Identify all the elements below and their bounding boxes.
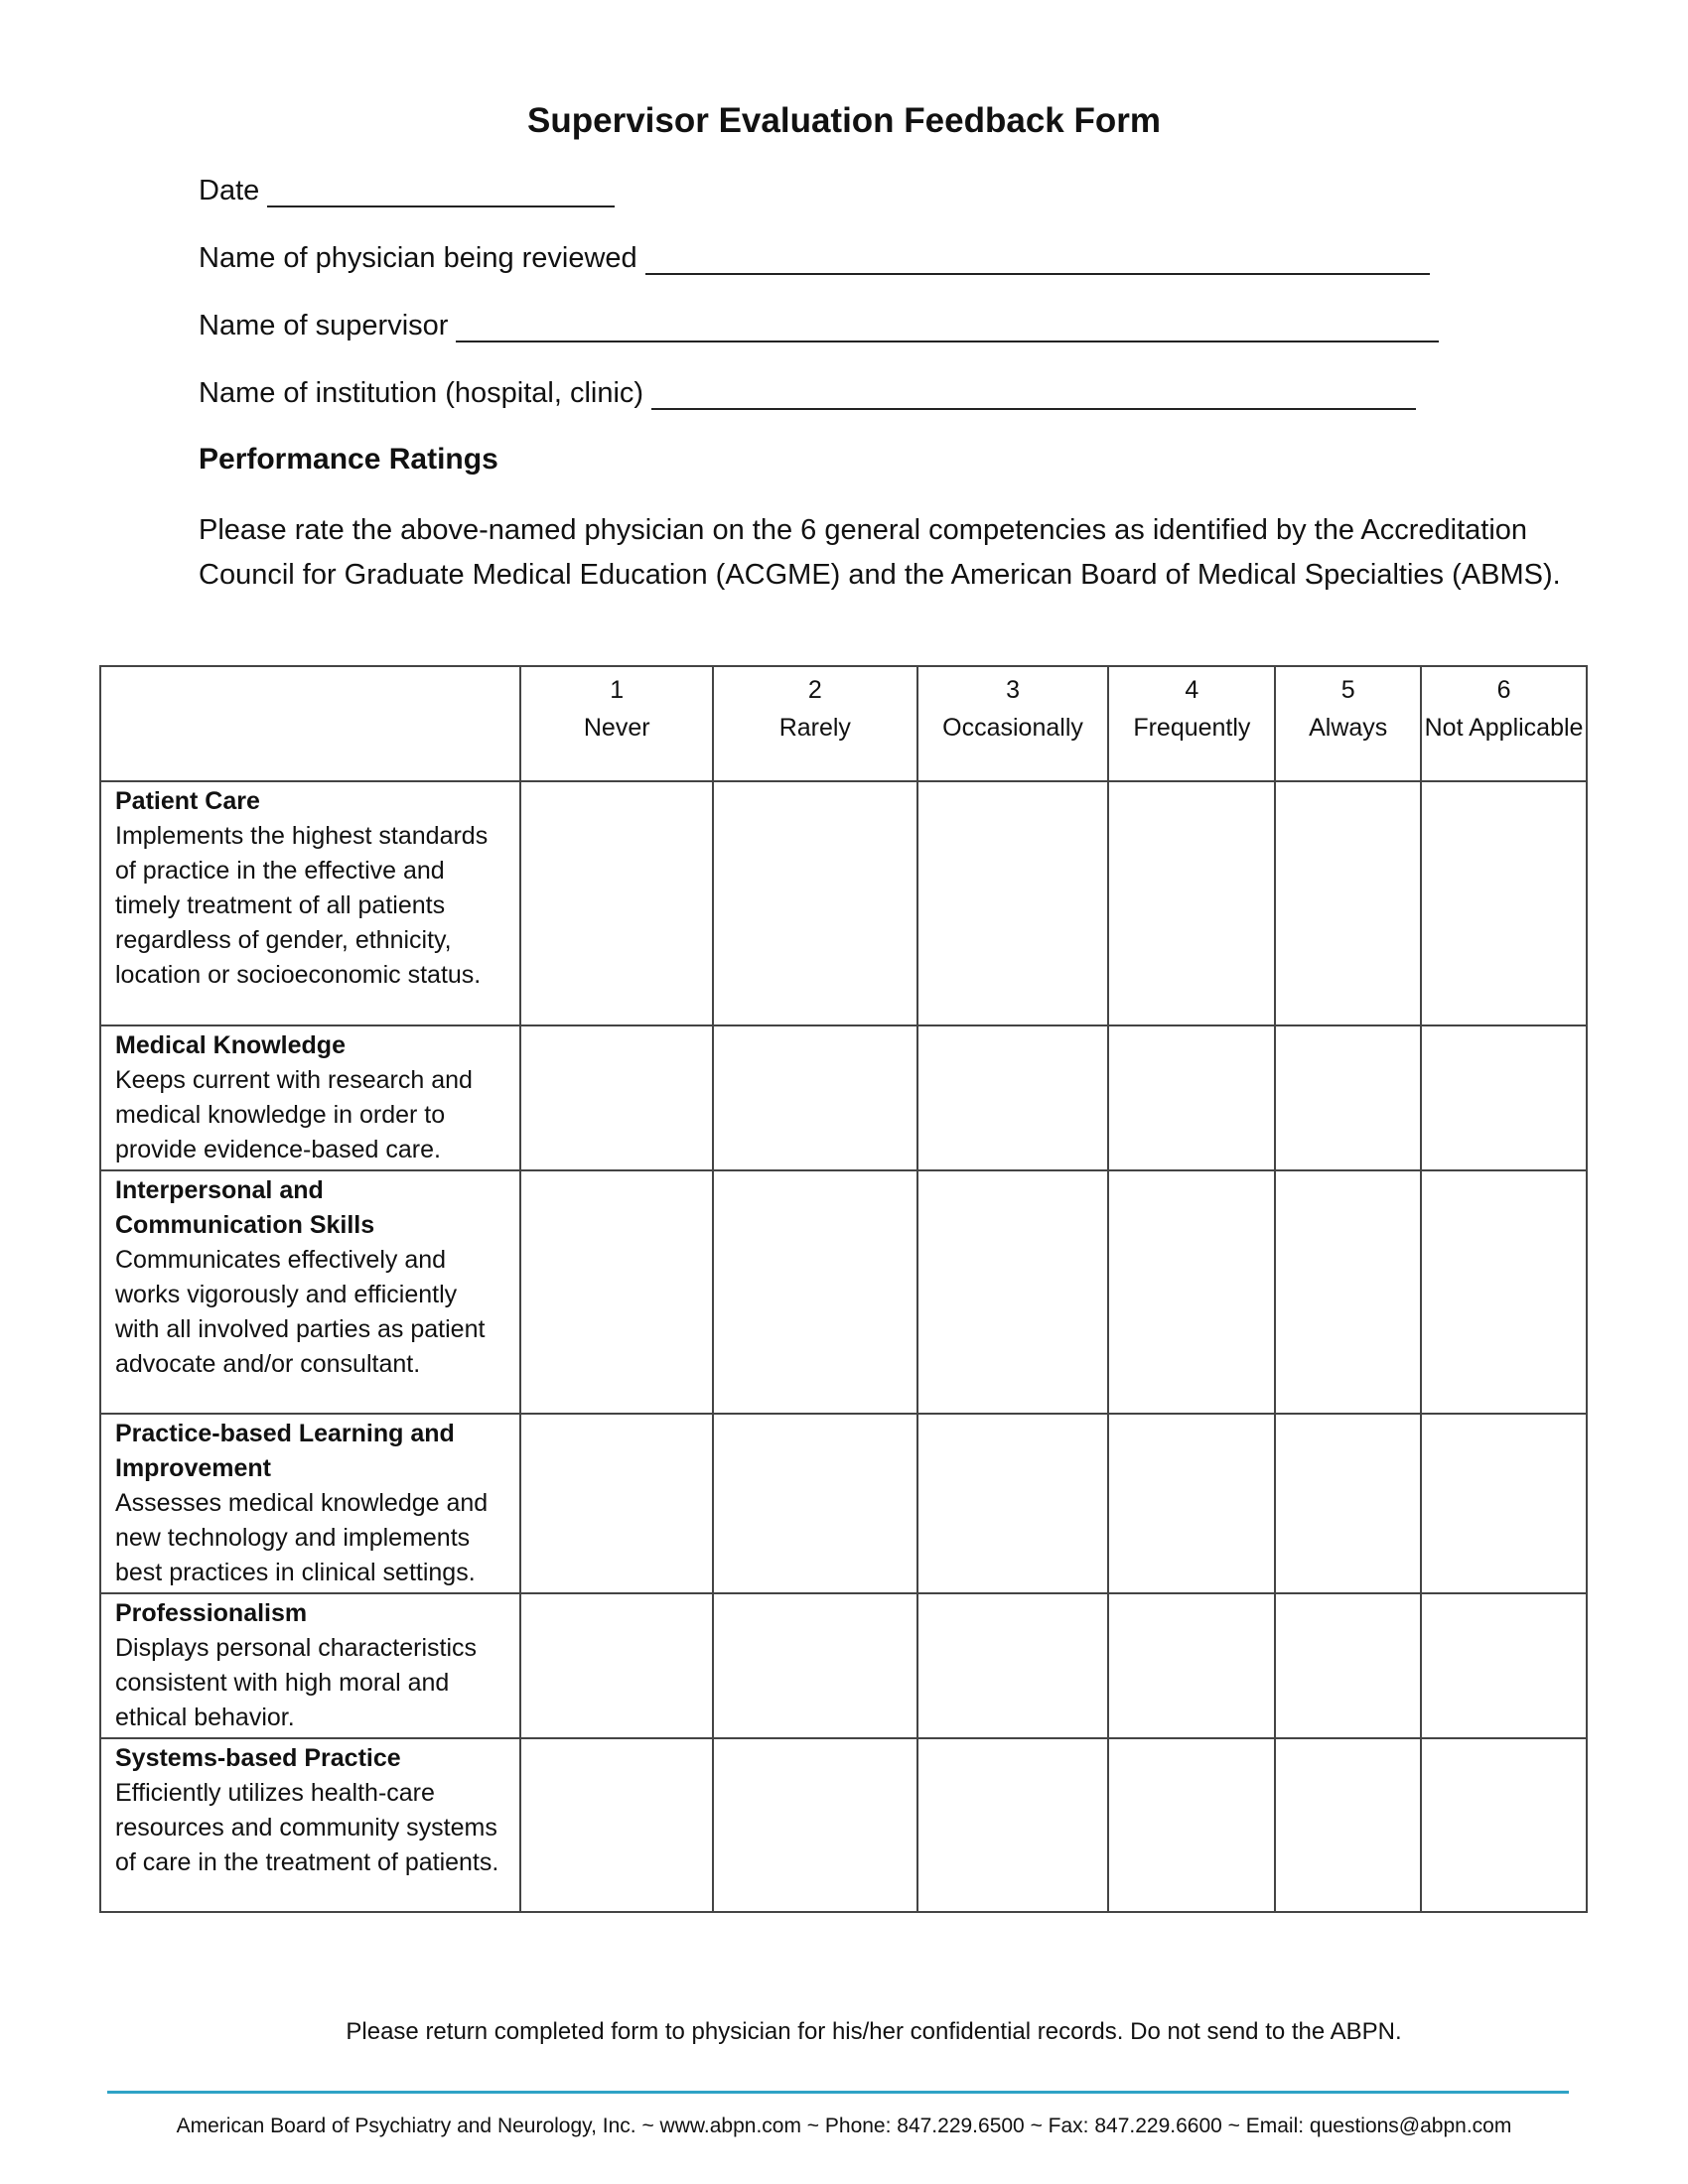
rating-cell[interactable] (1108, 1025, 1275, 1170)
column-header (1275, 666, 1421, 781)
rating-cell[interactable] (917, 1738, 1109, 1912)
ratings-table (99, 665, 1588, 1913)
competency-name: Systems-based Practice (115, 1744, 401, 1772)
date-label: Date (199, 175, 260, 206)
rating-cell[interactable] (917, 1593, 1109, 1738)
rating-cell[interactable] (1275, 1414, 1421, 1593)
rating-cell[interactable] (1108, 1414, 1275, 1593)
competency-description: Implements the highest standards of practice in the effective and timely treatment of all patients regardless of gender, ethnicity, location or socioeconomic status. (115, 822, 489, 989)
institution-field[interactable] (199, 377, 1416, 410)
rating-cell[interactable] (1108, 1170, 1275, 1414)
supervisor-name-field[interactable] (199, 310, 1439, 342)
column-header (713, 666, 917, 781)
empty-header-cell (100, 666, 520, 781)
rating-cell[interactable] (713, 1593, 917, 1738)
rating-cell[interactable] (520, 1025, 713, 1170)
date-blank[interactable] (267, 184, 615, 207)
rating-cell[interactable] (713, 781, 917, 1025)
rating-cell[interactable] (520, 1170, 713, 1414)
section-title: Performance Ratings (199, 443, 498, 476)
column-number: 4 (1185, 676, 1199, 704)
column-label: Always (1309, 714, 1388, 742)
column-label: Frequently (1133, 714, 1251, 742)
header-row (100, 666, 1587, 781)
rating-cell[interactable] (1421, 1170, 1587, 1414)
footer-contact: American Board of Psychiatry and Neurology, Inc. ~ www.abpn.com ~ Phone: 847.229.6500 ~ Fax: 847.229.6600 ~ Email: questions@abpn.com (176, 2115, 1512, 2137)
rating-cell[interactable] (917, 1414, 1109, 1593)
column-header (520, 666, 713, 781)
competency-row (100, 1170, 1587, 1414)
physician-name-label: Name of physician being reviewed (199, 242, 637, 274)
competency-row (100, 1414, 1587, 1593)
rating-cell[interactable] (520, 781, 713, 1025)
competency-cell (100, 781, 520, 1025)
competency-cell (100, 1414, 520, 1593)
rating-cell[interactable] (713, 1025, 917, 1170)
rating-cell[interactable] (1275, 1170, 1421, 1414)
supervisor-name-blank[interactable] (456, 319, 1439, 342)
column-number: 5 (1340, 676, 1355, 704)
rating-cell[interactable] (1421, 781, 1587, 1025)
return-note: Please return completed form to physician for his/her confidential records. Do not send to the ABPN. (346, 2018, 1402, 2045)
column-number: 2 (807, 676, 822, 704)
competency-row (100, 781, 1587, 1025)
competency-row (100, 1738, 1587, 1912)
competency-name: Patient Care (115, 787, 260, 815)
competency-cell (100, 1170, 520, 1414)
rating-cell[interactable] (917, 1025, 1109, 1170)
column-label: Occasionally (942, 714, 1083, 742)
column-label: Not Applicable (1424, 714, 1584, 742)
footer-divider (107, 2091, 1569, 2094)
rating-cell[interactable] (520, 1593, 713, 1738)
institution-label: Name of institution (hospital, clinic) (199, 377, 644, 409)
competency-cell (100, 1738, 520, 1912)
rating-cell[interactable] (917, 1170, 1109, 1414)
competency-name: Practice-based Learning and Improvement (115, 1420, 455, 1482)
rating-cell[interactable] (1421, 1738, 1587, 1912)
date-field[interactable] (199, 175, 615, 207)
competency-description: Displays personal characteristics consistent with high moral and ethical behavior. (115, 1634, 478, 1731)
competency-name: Professionalism (115, 1599, 308, 1627)
rating-cell[interactable] (1108, 781, 1275, 1025)
competency-description: Efficiently utilizes health-care resources and community systems of care in the treatment of patients. (115, 1779, 499, 1876)
form-title: Supervisor Evaluation Feedback Form (527, 101, 1161, 140)
competency-description: Assesses medical knowledge and new technology and implements best practices in clinical settings. (115, 1489, 489, 1586)
competency-cell (100, 1025, 520, 1170)
rating-cell[interactable] (1275, 1593, 1421, 1738)
competency-description: Communicates effectively and works vigorously and efficiently with all involved parties as patient advocate and/or consultant. (115, 1246, 486, 1378)
rating-cell[interactable] (1275, 1738, 1421, 1912)
column-label: Rarely (778, 714, 851, 742)
competency-description: Keeps current with research and medical knowledge in order to provide evidence-based care. (115, 1066, 473, 1163)
institution-blank[interactable] (651, 386, 1416, 410)
competency-row (100, 1025, 1587, 1170)
rating-cell[interactable] (1421, 1414, 1587, 1593)
column-header (1108, 666, 1275, 781)
column-number: 3 (1006, 676, 1020, 704)
rating-cell[interactable] (713, 1170, 917, 1414)
rating-cell[interactable] (1421, 1593, 1587, 1738)
intro-text: Please rate the above-named physician on the 6 general competencies as identified by the Accreditation Council for Graduate Medical Education (ACGME) and the American Board of Medical Specialties (ABMS). (199, 514, 1561, 591)
rating-cell[interactable] (520, 1414, 713, 1593)
rating-cell[interactable] (713, 1738, 917, 1912)
column-header (1421, 666, 1587, 781)
competency-name: Interpersonal and Communication Skills (115, 1176, 375, 1239)
column-header (917, 666, 1109, 781)
rating-cell[interactable] (713, 1414, 917, 1593)
rating-cell[interactable] (1421, 1025, 1587, 1170)
rating-cell[interactable] (520, 1738, 713, 1912)
rating-cell[interactable] (1108, 1738, 1275, 1912)
physician-name-blank[interactable] (645, 251, 1430, 275)
physician-name-field[interactable] (199, 242, 1430, 275)
column-number: 6 (1496, 676, 1511, 704)
rating-cell[interactable] (917, 781, 1109, 1025)
supervisor-name-label: Name of supervisor (199, 310, 449, 341)
rating-cell[interactable] (1275, 781, 1421, 1025)
rating-cell[interactable] (1108, 1593, 1275, 1738)
rating-cell[interactable] (1275, 1025, 1421, 1170)
column-number: 1 (610, 676, 625, 704)
column-label: Never (583, 714, 650, 742)
competency-cell (100, 1593, 520, 1738)
competency-name: Medical Knowledge (115, 1031, 346, 1059)
competency-row (100, 1593, 1587, 1738)
